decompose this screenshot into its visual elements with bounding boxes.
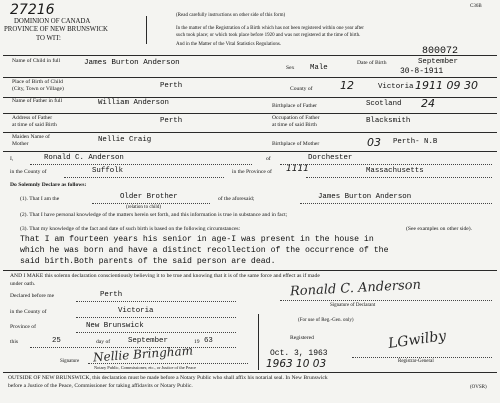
- office-use-divider: [258, 314, 259, 370]
- father-occupation-label: Occupation of Father: [272, 115, 320, 121]
- mother-name-value: Nellie Craig: [98, 136, 152, 144]
- grid-line: [3, 151, 497, 152]
- date-of-birth-month: September: [418, 58, 458, 66]
- grid-line: [3, 372, 497, 373]
- county-label: County of: [290, 86, 313, 92]
- circumstances-line-3: said birth.Both parents of the said person are dead.: [20, 257, 276, 266]
- father-address-sublabel: at time of said Birth: [12, 122, 57, 128]
- father-address-value: Perth: [160, 117, 183, 125]
- grid-top-line: [3, 55, 497, 56]
- father-occupation-sublabel: at time of said Birth: [272, 122, 317, 128]
- footer-line-1: OUTSIDE OF NEW BRUNSWICK, this declaration must be made before a Notary Public who shall affix his notarial seal. In New Brunswick: [8, 375, 328, 381]
- mother-birthplace-value: Perth- N.B: [393, 138, 438, 146]
- relation-value: Older Brother: [120, 193, 178, 201]
- relation-line: [92, 203, 210, 204]
- footer-code: (OVSR): [470, 385, 487, 390]
- registered-label: Registered: [290, 335, 314, 341]
- date-of-birth-full: 30-8-1911: [400, 67, 444, 76]
- item-2: (2). That I have personal knowledge of the matters herein set forth, and this information is true in substance and in fact;: [20, 212, 288, 218]
- declarant-place: Dorchester: [308, 154, 353, 162]
- solemn-line-2: under oath.: [10, 281, 36, 287]
- county-annotation: 1911 09 30: [415, 79, 478, 92]
- father-birthplace-value: Scotland: [366, 100, 402, 108]
- item-3: (3). That my knowledge of the fact and date of such birth is based on the following circumstances:: [20, 226, 241, 232]
- sex-value: Male: [310, 64, 328, 72]
- to-wit: TO WIT:: [36, 35, 61, 42]
- file-number: 27216: [10, 2, 55, 18]
- registrar-signature-line: [352, 357, 492, 358]
- province-title: PROVINCE OF NEW BRUNSWICK: [4, 26, 108, 33]
- i-label: I,: [10, 156, 14, 162]
- office-use-label: (For use of Reg.-Gen. only): [298, 318, 354, 323]
- child-name-repeat-line: [300, 203, 492, 204]
- solemn-county-value: Victoria: [118, 307, 154, 315]
- place-of-birth-value: Perth: [160, 82, 183, 90]
- item-1-of: of the aforesaid;: [218, 196, 255, 202]
- registrar-signature: LGwilby: [387, 328, 448, 352]
- father-birthplace-code: 24: [421, 97, 435, 110]
- declarant-county-label: in the County of: [10, 169, 47, 175]
- matter-line-3: And in the Matter of the Vital Statistics Regulations.: [176, 42, 282, 47]
- registrar-caption: Registrar-General: [398, 359, 434, 364]
- footer-line-2: before a Justice of the Peace, Commissioner for taking affidavits or Notary Public.: [8, 383, 193, 389]
- instructions-note: (Read carefully instructions on other side of this form): [176, 13, 286, 18]
- father-occupation-value: Blacksmith: [366, 117, 411, 125]
- declarant-province-label: in the Province of: [232, 169, 272, 175]
- sex-label: Sex: [286, 65, 295, 71]
- child-name-repeat: James Burton Anderson: [318, 193, 412, 201]
- place-of-birth-label: Place of Birth of Child: [12, 79, 63, 85]
- notary-signature-line: [88, 363, 248, 364]
- item-1-label: (1). That I am the: [20, 196, 60, 202]
- declared-place-line: [76, 301, 236, 302]
- declarant-name-line: [30, 164, 252, 165]
- circumstances-line-1: That I am fourteen years his senior in age-I was present in the house in: [20, 235, 374, 244]
- declared-place-value: Perth: [100, 291, 123, 299]
- registered-annotation: 1963 10 03: [266, 358, 327, 370]
- father-name-label: Name of Father in full: [12, 98, 63, 104]
- form-code: C36B: [470, 4, 482, 9]
- grid-line: [3, 113, 497, 114]
- registration-stamp-number: 800072: [422, 46, 459, 57]
- declarant-county-line: [64, 177, 224, 178]
- declaration-day: 25: [52, 337, 61, 345]
- grid-line: [3, 132, 497, 133]
- father-birthplace-label: Birthplace of Father: [272, 103, 318, 109]
- notary-caption: Notary Public, Commissioner, etc., or Justice of the Peace: [94, 365, 197, 370]
- declarant-county-value: Suffolk: [92, 167, 124, 175]
- declarant-signature: Ronald C. Anderson: [289, 277, 422, 300]
- county-code: 12: [340, 79, 354, 92]
- county-value: Victoria: [378, 83, 414, 91]
- declarant-province-value: Massachusetts: [366, 167, 424, 175]
- mother-birthplace-code: 03: [367, 136, 381, 149]
- grid-line: [3, 270, 497, 271]
- declaration-month: September: [128, 337, 168, 345]
- date-of-birth-label: Date of Birth: [357, 60, 387, 66]
- of-label: of: [266, 156, 271, 162]
- mother-birthplace-label: Birthplace of Mother: [272, 141, 320, 147]
- solemn-county-line: [76, 317, 236, 318]
- item-3-note: (See examples on other side).: [406, 226, 473, 232]
- solemn-province-line: [76, 332, 236, 333]
- father-address-label: Address of Father: [12, 115, 53, 121]
- matter-line-1: In the matter of the Registration of a Birth which has not been registered within one year after: [176, 26, 364, 31]
- declaration-year: 63: [204, 337, 213, 345]
- declarant-province-line: [306, 177, 492, 178]
- relation-caption: (relation to child): [126, 205, 161, 210]
- dominion-title: DOMINION OF CANADA: [14, 18, 91, 25]
- day-of-label: day of: [96, 339, 111, 345]
- mother-name-label: Maiden Name of: [12, 134, 50, 140]
- place-of-birth-sublabel: (City, Town or Village): [12, 86, 64, 92]
- bracket-line: [146, 16, 147, 44]
- grid-line: [3, 77, 497, 78]
- signature-label: Signature: [60, 359, 80, 364]
- declarant-province-code: 1111: [286, 164, 309, 174]
- solemn-province-label: Province of: [10, 324, 36, 330]
- child-name-label: Name of Child in full: [12, 58, 61, 64]
- declarant-signature-line: [280, 300, 492, 301]
- solemn-province-value: New Brunswick: [86, 322, 144, 330]
- registered-date: Oct. 3, 1963: [270, 349, 328, 358]
- declared-before-label: Declared before me: [10, 293, 55, 299]
- year-prefix: 19: [194, 339, 200, 345]
- matter-line-2: such took place; or which took place before 1920 and was not registered at the time of birth.: [176, 33, 361, 38]
- this-label: this: [10, 339, 19, 345]
- mother-name-sublabel: Mother: [12, 141, 29, 147]
- notary-signature: Nellie Bringham: [92, 343, 194, 365]
- solemnly-declare: Do Solemnly Declare as follows:: [10, 182, 87, 188]
- solemn-line-1: AND I MAKE this solemn declaration conscientiously believing it to be true and knowing that it is of the same force and effect as if made: [10, 273, 320, 279]
- father-name-value: William Anderson: [98, 99, 169, 107]
- declarant-name: Ronald C. Anderson: [44, 154, 124, 162]
- declarant-place-line: [280, 164, 492, 165]
- declarant-signature-caption: Signature of Declarant: [330, 303, 376, 308]
- child-name-value: James Burton Anderson: [84, 59, 180, 67]
- solemn-county-label: in the County of: [10, 309, 47, 315]
- circumstances-line-2: which he was born and have a distinct recollection of the occurrence of the: [20, 246, 389, 255]
